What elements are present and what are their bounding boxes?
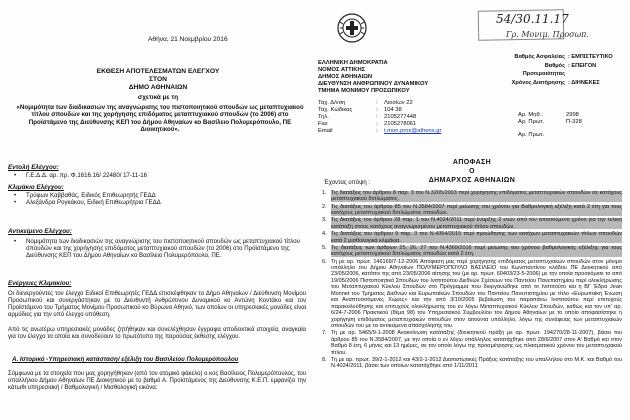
report-subject: «Νομιμότητα των διαδικασιών της αναγνώρισης του πιστοποιητικού σπουδών ως μεταπτυχιακού τίτλου σπουδών και της χορήγησης επιδόματος μεταπτυχιακού σπουδών (το 2006) στο Προϊστάμενο της Διεύθυνσης ΚΕΠ του Δήμου Αθηναίων κο Βασίλειο Πολυμερόπουλο, ΠΕ Διοικητικού».: [16, 104, 304, 134]
audit-team-heading: Κλιμάκιο Ελέγχου:: [8, 184, 64, 191]
authority-line: ΝΟΜΟΣ ΑΤΤΙΚΗΣ: [318, 67, 366, 74]
security-key: Χρόνος Διατήρησης: [511, 79, 565, 86]
consideration-item: [322, 259, 622, 330]
ref-row: [518, 132, 618, 139]
audit-object-heading: Αντικείμενο Ελέγχου:: [8, 228, 72, 235]
report-date: Αθήνα, 21 Νοεμβρίου 2016: [148, 36, 228, 43]
team-actions-body-2: Από τις ανωτέρω υπηρεσιακές μονάδες ζητήθηκαν και συνελέχθησαν έγγραφα αποδεικτικά στοιχεία, αναγκαία για τον έλεγχο τα οποία και συνοδεύουν το πρωτότυπο της παρούσας έκθεσης ελέγχου.: [8, 327, 306, 341]
bullet-icon: •: [14, 192, 17, 199]
contact-key: Ταχ. Κώδικας: [318, 107, 353, 113]
contact-key: Fax: [318, 121, 328, 127]
consideration-item: [322, 357, 622, 370]
contact-value: 2105278061: [384, 121, 417, 127]
security-value: : ΕΠΕΙΓΟΝ: [568, 62, 597, 69]
consideration-number: 3.: [322, 217, 327, 224]
contact-row: Fax : 2105278061: [318, 121, 417, 127]
report-title-line: ΣΤΟΝ: [148, 76, 167, 83]
considerations-list: [322, 190, 622, 371]
security-value: : ΕΜΠΙΣΤΕΥΤΙΚΟ: [568, 54, 613, 60]
decision-title-line: ΑΠΟΦΑΣΗ: [452, 159, 492, 166]
security-row: [504, 53, 626, 62]
bullet-icon: •: [14, 238, 17, 245]
considering-label: Έχοντας υπόψη :: [324, 180, 371, 186]
consideration-number: 2.: [322, 203, 327, 210]
ref-key: Αρ. Μηθ.:: [518, 112, 543, 118]
consideration-number: 1.: [322, 190, 327, 196]
audit-team-list: [14, 192, 304, 206]
contact-value: 2105277448: [384, 114, 417, 120]
team-actions-heading: Ενέργειες Κλιμακίου:: [8, 280, 72, 287]
authority-line: ΔΗΜΟΣ ΑΘΗΝΑΙΩΝ: [318, 74, 373, 81]
ref-row: [518, 119, 618, 126]
contact-row: Τηλ. : 2105277448: [318, 114, 417, 120]
consideration-number: 5.: [322, 244, 327, 251]
consideration-item: [322, 190, 622, 203]
security-value: : ΔΙΗΝΕΚΕΣ: [568, 79, 600, 86]
report-title: [8, 68, 308, 92]
consideration-item: [322, 217, 622, 230]
consideration-number: 6.: [322, 258, 327, 265]
protocol-refs: [518, 112, 618, 139]
audit-report-column: [8, 0, 308, 420]
bullet-icon: •: [14, 172, 17, 179]
consideration-text: Τις διατάξεις των άρθρων 25, 26, 27 του Ν.4369/2016 περί μείωσης του χρόνου βαθμολογικής εξέλιξης για τους κατόχους μεταπτυχιακού διπλώματος σπουδών κατά 2 έτη.: [331, 244, 622, 258]
consideration-item: [322, 245, 622, 258]
decision-column: [318, 0, 626, 420]
contact-value: 104 38: [384, 107, 402, 113]
report-title-line: ΕΚΘΕΣΗ ΑΠΟΤΕΛΕΣΜΑΤΩΝ ΕΛΕΓΧΟΥ: [96, 68, 220, 75]
contact-row: Ταχ. Κώδικας : 104 38: [318, 107, 402, 113]
consideration-text: Τη με αρ. πρωτ. 39/2-1-2012 και 43/2-1-2012 Διαπιστωτικές Πράξεις κατάταξης του υπαλλήλου στο Μ.Κ. και Βαθμό του Ν.4024/2011, βάσει των οποίων κατατάχθηκε από 1/11/2011: [331, 356, 622, 370]
security-key: Βαθμός Ασφαλείας: [514, 54, 565, 60]
consideration-text: Τις διατάξεις του άρθρου 28 παρ. 1 του Ν.4024/2011 περί έναρξης 2 ετών από τον απαιτούμενο χρόνο για την τελική κατάταξη στους κατόχους αναγνωρισμένου μεταπτυχιακού τίτλου σπουδών.: [331, 217, 622, 230]
audit-order-body: [14, 172, 304, 179]
contact-info: [318, 100, 508, 135]
decision-title-line: ΔΗΜΑΡΧΟΣ ΑΘΗΝΑΙΩΝ: [428, 177, 516, 184]
audit-object-body: [14, 238, 304, 260]
consideration-item: [322, 204, 622, 217]
consideration-number: 7.: [322, 330, 327, 337]
stamp-number: 54/30.11.17: [496, 12, 569, 26]
consideration-item: [322, 330, 622, 356]
ref-value: Π-328: [566, 119, 582, 125]
contact-key: Τηλ.: [318, 114, 329, 120]
contact-row: Ταχ. Δ/νση : Λιοσίων 22: [318, 100, 413, 106]
contact-value: Λιοσίων 22: [384, 100, 413, 106]
consideration-text: Τη με αρ. πρωτ. 146169/7-12-2006 Απόφαση μας περί χορήγησης επιδόματος μεταπτυχιακών σπουδών στον μόνιμο υπάλληλο του Δήμου Αθηναίων ΠΟΛΥΜΕΡΟΠΟΥΛΟ ΒΑΣΙΛΕΙΟ του Κωνσταντίνου κλάδου ΠΕ Διοικητικού από 23/05/2006, κατόπιν της από 23/05/2006 αίτησης του (με αρ. πρωτ. 60403/23-5-2006) με την οποία προσκόμισε το από 19/05/2006 Πιστοποιητικό Σπουδών του Ινστιτούτου Διεθνών Σχέσεων του Παντείου Πανεπιστημίου περί ολοκλήρωσης του Μεταπτυχιακού Κύκλου Σπουδών στο Πρόγραμμα που διοργανώθηκε από το Ινστιτούτο και η ΒΓ Έδρα Jean Monnet του Τμήματος Διεθνών και Ευρωπαϊκών Σπουδών του Παντείου Πανεπιστημίου με τίτλο «Ευρωπαϊκή Ένωση και Αναπτυσσόμενες Χώρες» και την από 3/10/2005 βεβαίωση του παραπάνω Ινστιτούτου περί επιτυχούς παρακολούθησης και επιτυχούς ολοκλήρωσης του εν λόγω Μεταπτυχιακού Κύκλου Σπουδών, καθώς και τον υπ' αρ. 6/24-7-2006 Πρακτικού (θέμα 98) του Υπηρεσιακού Συμβουλίου του Δήμου Αθηναίων με το οποίο αποφασίστηκε η χορήγηση επιδόματος μεταπτυχιακών σπουδών στον αιτούντα υπάλληλο, λόγω της συνάφειας των μεταπτυχιακών σπουδών του με τα αντικείμενα απασχόλησής του.: [331, 258, 622, 330]
team-member: Τρύφων Καββαθάς, Ειδικός Επιθεωρητής ΓΕΔΔ: [26, 192, 156, 199]
ref-value: 2998: [566, 112, 579, 118]
consideration-number: 4.: [322, 231, 327, 238]
consideration-text: Τις διατάξεις του άρθρου 8 παρ. 3 του Ν.3205/2003 περί χορήγησης επιδόματος μεταπτυχιακών σπουδών σε κατόχους μεταπτυχιακού διπλώματος.: [331, 190, 622, 203]
audit-order-heading: Εντολή Ελέγχου:: [8, 164, 59, 171]
greek-emblem-icon: [336, 12, 368, 44]
report-subtitle: σχετικά με τη: [137, 94, 179, 101]
contact-row: Email : t.mon.pros@athens.gr: [318, 128, 442, 134]
ref-key: Αρ. Πρωτ.: [518, 132, 545, 138]
security-key: Βαθμός Προτεραιότητας: [522, 62, 565, 78]
authority-line: ΔΙΕΥΘΥΝΣΗ ΑΝΘΡΩΠΙΝΟΥ ΔΥΝΑΜΙΚΟΥ: [318, 81, 429, 88]
team-actions-body: Οι διενεργούντες τον έλεγχο Ειδικοί Επιθεωρητές ΓΕΔΔ επισκέφθηκαν το Δήμο Αθηναίων / Διεύθυνση Μονίμου Προσωπικού και συνεργάστηκαν με το Διευθυντή Ανθρώπινου Δυναμικού κο Αντώνη Κοντάκο και τον Προϊστάμενο του Τμήματος Μονίμου Προσωπικού κο Βύρωνα Αθηνιό, των οποίων οι υπηρεσιακές μονάδες είναι αρμόδιες για την υπό έλεγχο υπόθεση.: [8, 291, 306, 319]
consideration-text: Τη με αρ. 5465/9-1-2008 Ανακοίνωση κατάταξης (διοικητικού πράξη με αρ. πρωτ. 194270/28-11-2007), βάσει του άρθρου 85 του Ν.3584/2007, με την οποία ο εν λόγω υπάλληλος κατατάχθηκε από 28/6/2007 στον Α' Βαθμό και στον Βαθμό 8 έτη, 6 μήνες και 13 ημέρες, σε τον οποίο λόγω της προσμέτρησης ως πλασματικού χρόνου του μεταπτυχιακού τίτλου.: [331, 330, 622, 356]
consideration-item: [322, 231, 622, 244]
ref-key: Αρ. Πρωτ.: [518, 119, 545, 125]
security-row: [504, 79, 626, 88]
consideration-text: Τις διατάξεις του άρθρου 9 παρ. 3 του Ν.4354/2015 περί προώθησης των κατόχων μεταπτυχιακών τίτλων σπουδών κατά 2 μισθολογικά κλιμάκια.: [331, 231, 622, 244]
consideration-number: 8.: [322, 356, 327, 363]
bullet-icon: •: [14, 199, 17, 207]
contact-key: Email: [318, 128, 333, 134]
consideration-text: Τις διατάξεις του άρθρου 85 του Ν.3584/2007 περί μείωσης του χρόνου για Βαθμολογική εξέλιξη κατά 2 έτη για τους κατόχους μεταπτυχιακού διπλώματος σπουδών.: [331, 203, 622, 217]
issuing-authority: [318, 60, 488, 95]
decision-title-line: Ο: [469, 168, 475, 175]
audit-order-text: Γ.Ε.Δ.Δ. αρ. πρ. Φ.1616.16/ 22480/ 17-11-16: [26, 172, 148, 179]
audit-object-text: Νομιμότητα των διαδικασιών της αναγνώρισης του πιστοποιητικού σπουδών ως μεταπτυχιακού τίτλου σπουδών και της χορήγησης επιδόματος μεταπτυχιακού σπουδών (το 2006) στο Προϊστάμενο της Διεύθυνσης ΚΕΠ του Δήμου Αθηναίων κο Βασίλειο Πολυμερόπουλο, ΠΕ.: [26, 238, 300, 260]
history-heading: Α. Ιστορικό -Υπηρεσιακή κατάσταση/ εξέλιξη του Βασιλείου Πολυμερόπουλου: [12, 356, 239, 363]
security-info: [504, 53, 626, 87]
stamp-signature: Γρ. Μονιμ. Προσωπ.: [506, 30, 589, 39]
authority-line: ΕΛΛΗΝΙΚΗ ΔΗΜΟΚΡΑΤΙΑ: [318, 60, 388, 66]
ref-row: [518, 112, 618, 119]
history-body: Σύμφωνα με τα στοιχεία που μας χορηγήθηκαν (από τον ατομικό φάκελο) ο κος Βασίλειος Πολυμερόπουλος, του υπαλλήλου Δήμου Αθηναίων ΠΕ Διοικητικού με το βαθμό Α. Προϊστάμενος της Διεύθυνσης Κ.Ε.Π. εμφανίζει την κάτωθι υπηρεσιακή / Βαθμολογική / Μισθολογική εικόνα:: [8, 371, 306, 392]
email-link[interactable]: t.mon.pros@athens.gr: [384, 128, 442, 134]
security-row: [504, 62, 626, 79]
team-member: Αλεξάνδρα Ρογκάκου, Ειδική Επιθεωρήτρια ΓΕΔΔ: [26, 199, 161, 207]
authority-line: ΤΜΗΜΑ ΜΟΝΙΜΟΥ ΠΡΟΣΩΠΙΚΟΥ: [318, 88, 410, 95]
contact-key: Ταχ. Δ/νση: [318, 100, 346, 106]
report-title-line: ΔΗΜΟ ΑΘΗΝΑΙΩΝ: [128, 84, 188, 91]
